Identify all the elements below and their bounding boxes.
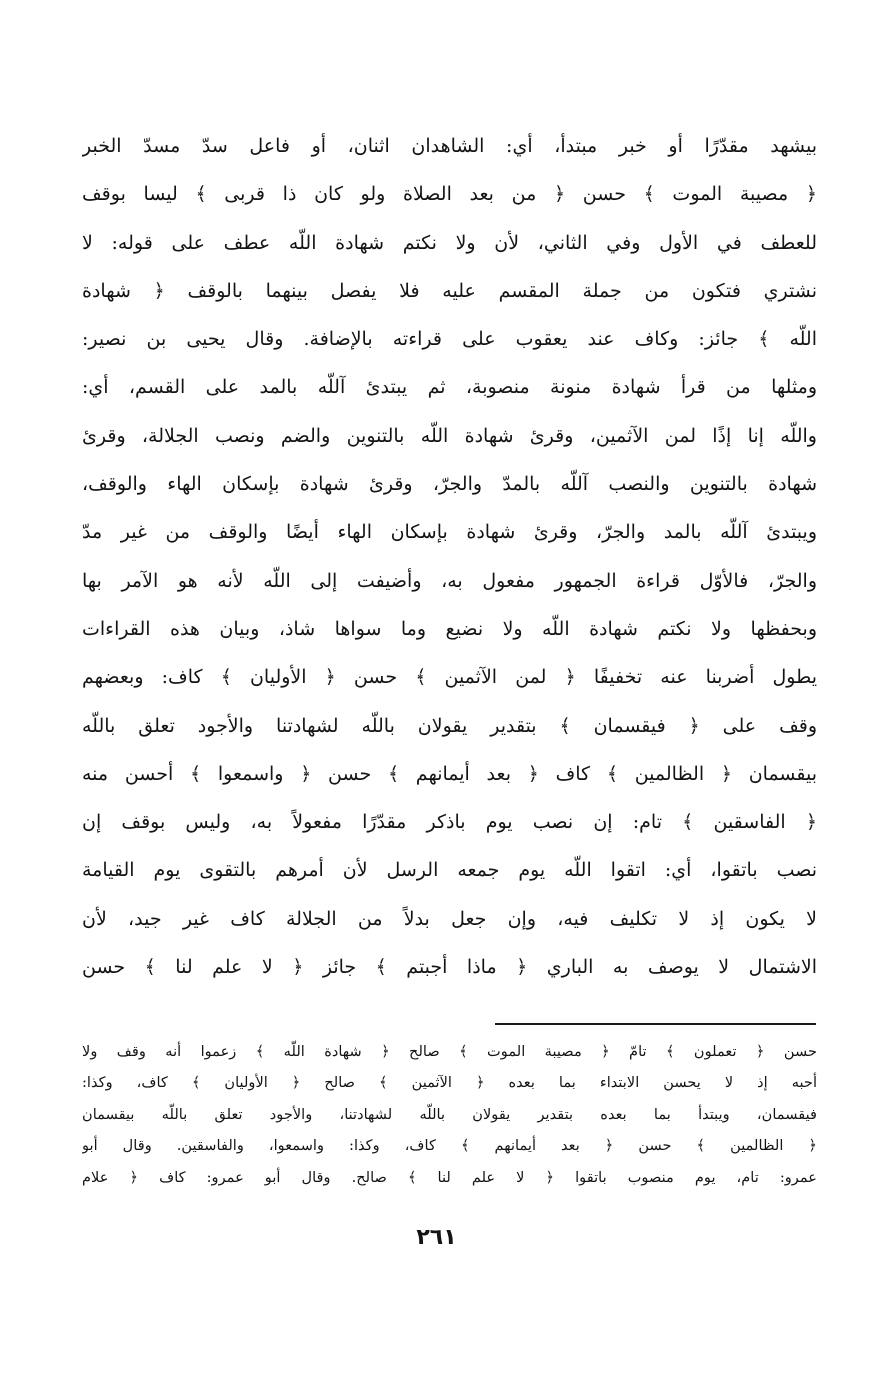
main-text-line: اللّه ﴾ جائز: وكاف عند يعقوب على قراءته بالإضافة. وقال يحيى بن نصير: <box>82 328 817 351</box>
main-text-line: بيقسمان ﴿ الظالمين ﴾ كاف ﴿ بعد أيمانهم ﴾ حسن ﴿ واسمعوا ﴾ أحسن منه <box>82 762 817 785</box>
footnote-line: أحبه إذ لا يحسن الابتداء بما بعده ﴿ الآثمين ﴾ صالح ﴿ الأوليان ﴾ كاف، وكذا: <box>82 1074 817 1092</box>
main-text-line: يطول أضربنا عنه تخفيفًا ﴿ لمن الآثمين ﴾ حسن ﴿ الأوليان ﴾ كاف: وبعضهم <box>82 666 817 689</box>
footnote-line: فيقسمان، ويبتدأ بما بعده بتقدير يقولان باللّه لشهادتنا، والأجود تعلق باللّه بيقسمان <box>82 1105 817 1123</box>
page-number: ٢٦١ <box>416 1225 457 1250</box>
main-text-line: بيشهد مقدّرًا أو خبر مبتدأ، أي: الشاهدان اثنان، أو فاعل سدّ مسدّ الخبر <box>82 135 817 157</box>
main-text-line: ومثلها من قرأ شهادة منونة منصوبة، ثم يبتدئ آللّه بالمد على القسم، أي: <box>82 376 817 399</box>
main-text-line: والجرّ، فالأوّل قراءة الجمهور مفعول به، وأضيفت إلى اللّه لأنه هو الآمر بها <box>82 569 817 592</box>
main-text-line: واللّه إنا إذًا لمن الآثمين، وقرئ شهادة اللّه بالتنوين والضم ونصب الجلالة، وقرئ <box>82 424 817 447</box>
main-text-block <box>82 122 817 991</box>
main-text-line: الاشتمال لا يوصف به الباري ﴿ ماذا أجبتم ﴾ جائز ﴿ لا علم لنا ﴾ حسن <box>82 956 817 979</box>
main-text-line: لا يكون إذ لا تكليف فيه، وإن جعل بدلاً من الجلالة كاف غير جيد، لأن <box>82 907 817 930</box>
main-text-line: وبحفظها ولا نكتم شهادة اللّه ولا نضيع وما سواها شاذ، وبيان هذه القراءات <box>82 617 817 640</box>
footnote-separator <box>495 1023 816 1025</box>
main-text-line: وقف على ﴿ فيقسمان ﴾ بتقدير يقولان باللّه لشهادتنا والأجود تعلق باللّه <box>82 714 817 737</box>
main-text-line: نصب باتقوا، أي: اتقوا اللّه يوم جمعه الرسل لأن أمرهم بالتقوى يوم القيامة <box>82 859 817 882</box>
main-text-line: نشتري فتكون من جملة المقسم عليه فلا يفصل بينهما بالوقف ﴿ شهادة <box>82 279 817 302</box>
footnote-block <box>82 1036 817 1193</box>
footnote-line: عمرو: تام، يوم منصوب باتقوا ﴿ لا علم لنا ﴾ صالح. وقال أبو عمرو: كاف ﴿ علام <box>82 1168 817 1186</box>
footnote-line: حسن ﴿ تعملون ﴾ تامّ ﴿ مصيبة الموت ﴾ صالح ﴿ شهادة اللّه ﴾ زعموا أنه وقف ولا <box>82 1043 817 1060</box>
main-text-line: ويبتدئ آللّه بالمد والجرّ، وقرئ شهادة بإسكان الهاء أيضًا والوقف من غير مدّ <box>82 521 817 544</box>
main-text-line: للعطف في الأول وفي الثاني، لأن ولا نكتم شهادة اللّه عطف على قوله: لا <box>82 231 817 254</box>
footnote-line: ﴿ الظالمين ﴾ حسن ﴿ بعد أيمانهم ﴾ كاف، وكذا: واسمعوا، والفاسقين. وقال أبو <box>82 1137 817 1155</box>
main-text-line: ﴿ الفاسقين ﴾ تام: إن نصب يوم باذكر مقدّرًا مفعولاً به، وليس بوقف إن <box>82 811 817 834</box>
main-text-line: ﴿ مصيبة الموت ﴾ حسن ﴿ من بعد الصلاة ولو كان ذا قربى ﴾ ليسا بوقف <box>82 183 817 206</box>
main-text-line: شهادة بالتنوين والنصب آللّه بالمدّ والجرّ، وقرئ شهادة بإسكان الهاء والوقف، <box>82 473 817 496</box>
